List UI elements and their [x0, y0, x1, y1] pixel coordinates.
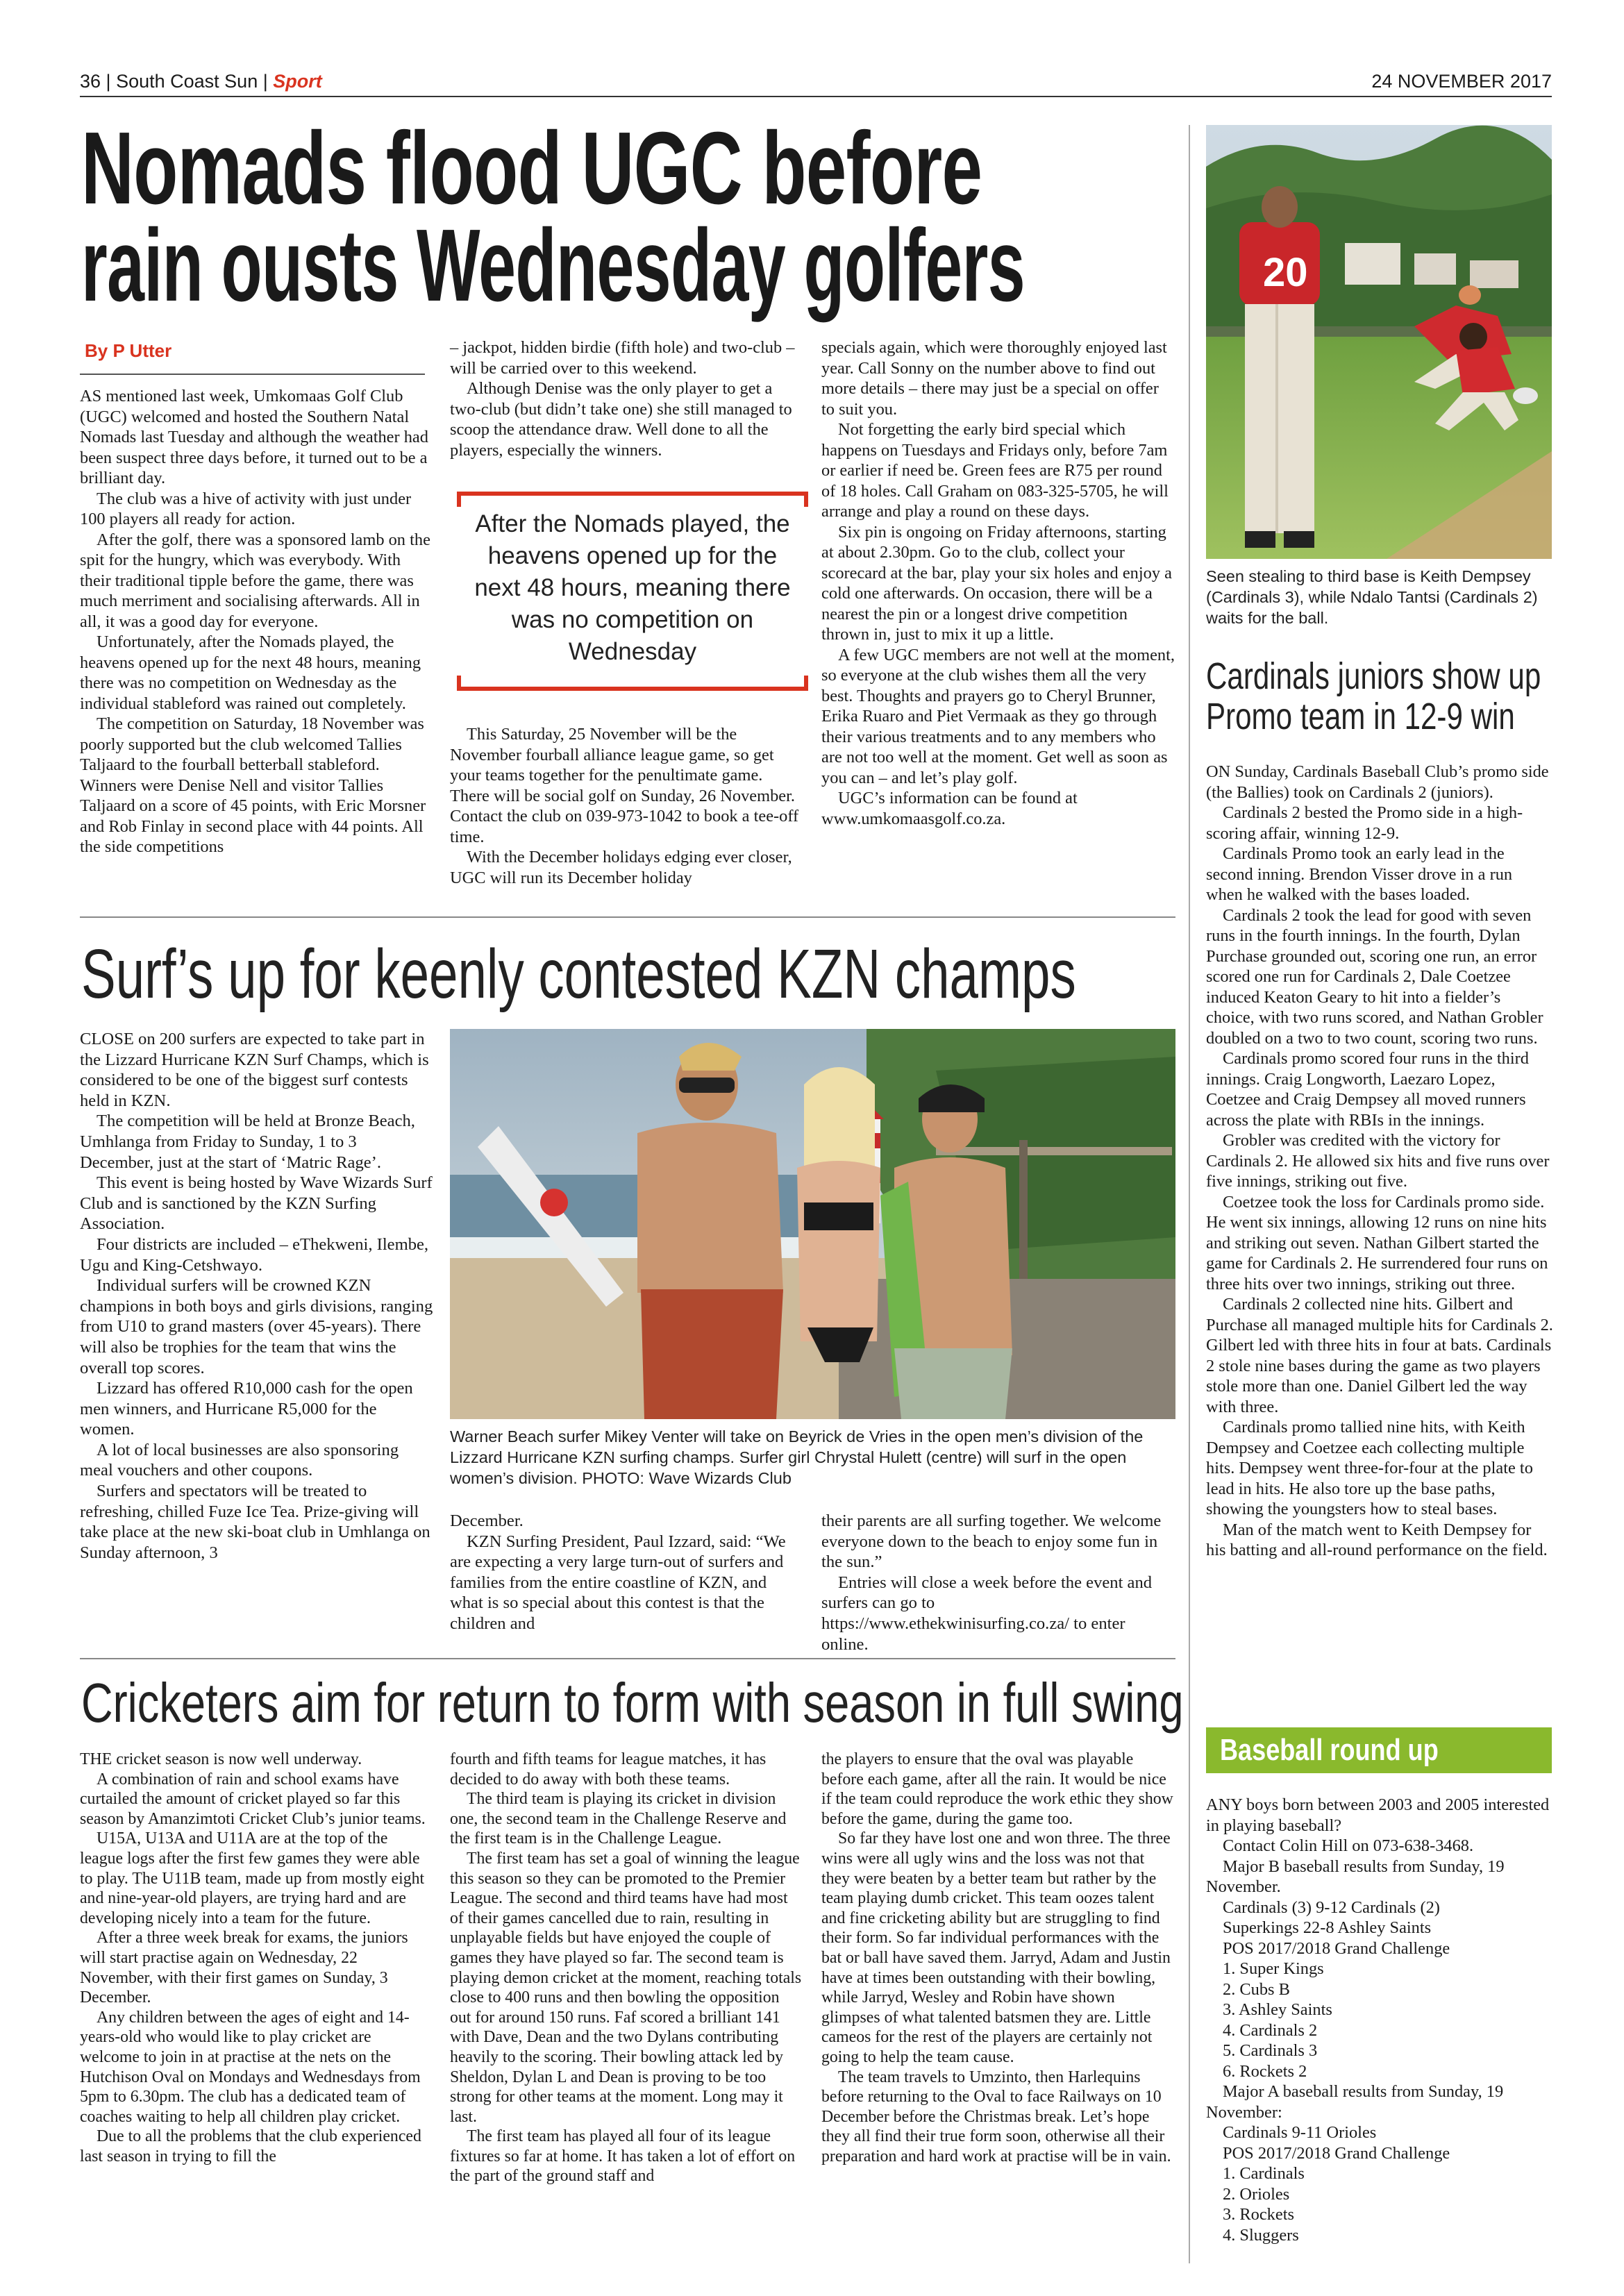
golf-column-2-top	[450, 337, 804, 460]
golf-column-3	[821, 337, 1175, 829]
golf-column-2-bottom	[450, 724, 804, 888]
baseball-roundup-title: Baseball round up	[1220, 1733, 1439, 1767]
surf-paragraph: December.	[450, 1511, 524, 1530]
cardinals-paragraph: Cardinals 2 bested the Promo side in a high-scoring affair, winning 12-9.	[1206, 803, 1523, 843]
pullquote-text: After the Nomads played, the heavens opened up for the next 48 hours, meaning there was no competition on Wednesday	[474, 510, 791, 665]
golf-paragraph: The competition on Saturday, 18 November was poorly supported but the club welcomed Tallies Taljaard to the fourball betterball stableford. Winners were Denise Nell and visitor Tallies Taljaard on a score of 45 points, with Eric Morsner and Rob Finlay in second place with 44 points. All the side competitions	[80, 714, 426, 856]
cardinals-paragraph: Cardinals 2 took the lead for good with seven runs in the fourth innings. In the fourth, Dylan Purchase grounded out, scoring one run, an error scored one run for Cardinals 2, Dale Coetzee induced Keaton Geary to hit into a fielder’s choice, with two runs scored, and Nathan Grobler doubled on a two to two count, scoring two runs.	[1206, 905, 1543, 1048]
byline-rule	[80, 374, 425, 375]
roundup-line: Superkings 22-8 Ashley Saints	[1223, 1918, 1432, 1937]
cricket-column-3	[821, 1750, 1175, 2166]
cricket-paragraph: Any children between the ages of eight and 14-years-old who would like to play cricket are welcome to join in at practise at the nets on the Hutchison Oval on Mondays and Wednesdays from 5pm to 6.30pm. The club has a dedicated team of coaches waiting to help all children play cricket.	[80, 2008, 421, 2126]
cricket-paragraph: The third team is playing its cricket in division one, the second team in the Challenge Reserve and the first team is in the Challenge League.	[450, 1790, 787, 1848]
jersey-number: 20	[1263, 250, 1308, 295]
cricket-paragraph: U15A, U13A and U11A are at the top of the league logs after the first few games they were able to play. The U11B team, made up from mostly eight and nine-year-old players, are trying hard and are developing nicely into a team for the future.	[80, 1829, 425, 1927]
roundup-line: 5. Cardinals 3	[1223, 2041, 1318, 2060]
golf-paragraph: Unfortunately, after the Nomads played, the heavens opened up for the next 48 hours, meaning there was no competition on Wednesday as the individual stableford was rained out completely.	[80, 632, 421, 713]
baseball-photo-image	[1206, 125, 1552, 559]
surf-paragraph: CLOSE on 200 surfers are expected to take part in the Lizzard Hurricane KZN Surf Champs, which is considered to be one of the biggest surf contests held in KZN.	[80, 1030, 429, 1110]
cricket-paragraph: A combination of rain and school exams have curtailed the amount of cricket played so far this season by Amanzimtoti Cricket Club’s junior teams.	[80, 1770, 426, 1828]
golf-column-1	[80, 386, 430, 857]
golf-paragraph: specials again, which were thoroughly enjoyed last year. Call Sonny on the number above to find out more details – there may just be a special on offer to suit you.	[821, 338, 1167, 419]
pullquote-bracket-top	[457, 492, 808, 507]
baseball-roundup-list	[1206, 1795, 1553, 2245]
roundup-line: Major A baseball results from Sunday, 19 November:	[1206, 2082, 1504, 2122]
cardinals-headline-line2: Promo team in 12-9 win	[1206, 696, 1515, 737]
surf-paragraph: KZN Surfing President, Paul Izzard, said: “We are expecting a very large turn-out of surfers and families from the entire coastline of KZN, and what is so special about this contest is that the children and	[450, 1532, 786, 1633]
pullquote-bracket-bottom	[457, 676, 808, 691]
roundup-line: 3. Rockets	[1223, 2205, 1294, 2224]
publication-name: South Coast Sun	[116, 71, 258, 92]
roundup-line: POS 2017/2018 Grand Challenge	[1223, 2143, 1450, 2163]
cricket-headline: Cricketers aim for return to form with season in full swing	[81, 1672, 1184, 1734]
page-folio	[80, 71, 1552, 99]
section-rule-cricket	[80, 1658, 1175, 1659]
cricket-paragraph: the players to ensure that the oval was playable before each game, after all the rain. It would be nice if the team could reproduce the work ethic they show before the game, during the game too.	[821, 1750, 1173, 1828]
golf-paragraph: Not forgetting the early bird special which happens on Tuesdays and Fridays only, before 7am or earlier if need be. Green fees are R75 per round of 18 holes. Call Graham on 083-325-5705, he will arrange and play a round on these days.	[821, 420, 1169, 521]
page-number: 36	[80, 71, 101, 92]
surf-paragraph: A lot of local businesses are also sponsoring meal vouchers and other coupons.	[80, 1440, 399, 1480]
roundup-line: 1. Super Kings	[1223, 1959, 1324, 1978]
cardinals-paragraph: ON Sunday, Cardinals Baseball Club’s promo side (the Ballies) took on Cardinals 2 (juniors).	[1206, 762, 1549, 802]
issue-date: 24 NOVEMBER 2017	[1371, 71, 1552, 92]
baseball-photo	[1206, 125, 1552, 559]
section-name[interactable]: Sport	[273, 71, 322, 92]
surf-paragraph: The competition will be held at Bronze Beach, Umhlanga from Friday to Sunday, 1 to 3 December, just at the start of ‘Matric Rage’.	[80, 1112, 415, 1172]
surf-photo-image	[450, 1029, 1175, 1419]
surf-paragraph: Entries will close a week before the event and surfers can go to https://www.ethekwinisurfing.co.za/ to enter online.	[821, 1573, 1153, 1654]
cardinals-paragraph: Cardinals promo scored four runs in the third innings. Craig Longworth, Laezaro Lopez, Coetzee and Craig Dempsey all moved runners across the plate with RBIs in the innings.	[1206, 1049, 1529, 1130]
surf-photo-caption: Warner Beach surfer Mikey Venter will take on Beyrick de Vries in the open men’s division of the Lizzard Hurricane KZN surfing champs. Surfer girl Chrystal Hulett (centre) will surf in the open women’s division. PHOTO: Wave Wizards Club	[450, 1427, 1144, 1487]
roundup-line: 3. Ashley Saints	[1223, 2000, 1332, 2019]
surf-photo	[450, 1029, 1175, 1419]
golf-paragraph: Although Denise was the only player to get a two-club (but didn’t take one) she still managed to scoop the attendance draw. Well done to all the players, especially the winners.	[450, 379, 792, 460]
cardinals-paragraph: Grobler was credited with the victory for Cardinals 2. He allowed six hits and five runs over five innings, striking out five.	[1206, 1131, 1550, 1191]
roundup-line: 2. Orioles	[1223, 2184, 1290, 2204]
roundup-line: ANY boys born between 2003 and 2005 interested in playing baseball?	[1206, 1795, 1550, 1835]
golf-paragraph: This Saturday, 25 November will be the November fourball alliance league game, so get your teams together for the penultimate game. There will be social golf on Sunday, 26 November. Contact the club on 039-973-1042 to book a tee-off time.	[450, 725, 799, 846]
surf-paragraph: their parents are all surfing together. We welcome everyone down to the beach to enjoy some fun in the sun.”	[821, 1511, 1162, 1572]
cardinals-paragraph: Man of the match went to Keith Dempsey for his batting and all-round performance on the field.	[1206, 1520, 1548, 1559]
cricket-paragraph: So far they have lost one and won three. The three wins were all ugly wins and the loss was not that they were beaten by a better team but rather by the team playing dumb cricket. This team oozes talent and fine cricketing ability but are struggling to find their form. So far individual performances with the bat or ball have saved them. Jarryd, Adam and Justin have at times been outstanding with their bowling, while Jarryd, Wesley and Robin have shown glimpses of what talented batsmen they are. Little cameos for the rest of the players are certainly not going to help the team cause.	[821, 1829, 1171, 2066]
roundup-line: 4. Cardinals 2	[1223, 2020, 1318, 2040]
golf-paragraph: With the December holidays edging ever closer, UGC will run its December holiday	[450, 848, 792, 887]
roundup-line: 1. Cardinals	[1223, 2164, 1305, 2183]
cardinals-headline-line1: Cardinals juniors show up	[1206, 655, 1541, 697]
surf-column-1	[80, 1029, 434, 1563]
cardinals-paragraph: Coetzee took the loss for Cardinals promo side. He went six innings, allowing 12 runs on nine hits and striking out seven. Nathan Gilbert started the game for Cardinals 2. He surrendered four runs on three hits over two innings, striking out three.	[1206, 1192, 1548, 1293]
roundup-line: Major B baseball results from Sunday, 19 November.	[1206, 1857, 1505, 1896]
surf-column-3	[821, 1511, 1175, 1654]
golf-paragraph: A few UGC members are not well at the moment, so everyone at the club wishes them all the very best. Thoughts and prayers go to Cheryl Brunner, Erika Ruaro and Piet Vermaak as they go through their various treatments and to any members who are not too well at the moment. Get well as soon as you can – and let’s play golf.	[821, 645, 1175, 787]
roundup-line: Cardinals 9-11 Orioles	[1223, 2123, 1377, 2142]
surf-headline: Surf’s up for keenly contested KZN champs	[81, 935, 1076, 1013]
golf-headline-line1: Nomads flood UGC before	[81, 111, 982, 226]
cricket-column-1	[80, 1750, 434, 2166]
golf-byline: By P Utter	[85, 340, 172, 361]
column-divider	[1189, 125, 1190, 2263]
cardinals-paragraph: Cardinals 2 collected nine hits. Gilbert and Purchase all managed multiple hits for Cardinals 2. Gilbert led with three hits in four at bats. Cardinals 2 stole nine bases during the game as two players stole more than one. Daniel Gilbert led the way with three.	[1206, 1295, 1553, 1416]
baseball-photo-caption: Seen stealing to third base is Keith Dempsey (Cardinals 3), while Ndalo Tantsi (Cardinals 2) waits for the ball.	[1206, 567, 1538, 627]
golf-paragraph: – jackpot, hidden birdie (fifth hole) and two-club – will be carried over to this weekend.	[450, 338, 795, 378]
golf-paragraph: UGC’s information can be found at www.umkomaasgolf.co.za.	[821, 789, 1078, 828]
baseball-roundup-banner	[1206, 1727, 1552, 1773]
surf-column-2	[450, 1511, 804, 1634]
roundup-line: Cardinals (3) 9-12 Cardinals (2)	[1223, 1897, 1440, 1917]
roundup-line: 2. Cubs B	[1223, 1979, 1290, 1999]
golf-paragraph: The club was a hive of activity with just under 100 players all ready for action.	[80, 489, 412, 528]
surf-paragraph: This event is being hosted by Wave Wizards Surf Club and is sanctioned by the KZN Surfing Association.	[80, 1173, 433, 1234]
cricket-paragraph: The team travels to Umzinto, then Harlequins before returning to the Oval to face Railways on 10 December before the Christmas break. Let’s hope they all find their true form soon, otherwise all their preparation and hard work at practise will be in vain.	[821, 2068, 1171, 2165]
header-rule	[80, 96, 1552, 97]
cricket-paragraph: The first team has played all four of its league fixtures so far at home. It has taken a lot of effort on the part of the ground staff and	[450, 2127, 796, 2186]
cricket-paragraph: fourth and fifth teams for league matches, it has decided to do away with both these teams.	[450, 1750, 767, 1788]
cricket-paragraph: After a three week break for exams, the juniors will start practise again on Wednesday, 22 November, with their first games on Sunday, 3 December.	[80, 1929, 408, 2007]
golf-paragraph: AS mentioned last week, Umkomaas Golf Club (UGC) welcomed and hosted the Southern Natal Nomads last Tuesday and although the weather had been suspect three days before, it turned out to be a brilliant day.	[80, 387, 428, 487]
cardinals-paragraph: Cardinals promo tallied nine hits, with Keith Dempsey and Coetzee each collecting multiple hits. Dempsey went three-for-four at the plate to lead in hits. He also tore up the base paths, showing the youngsters how to steal bases.	[1206, 1418, 1533, 1518]
cardinals-paragraph: Cardinals Promo took an early lead in the second inning. Brendon Visser drove in a run when he walked with the bases loaded.	[1206, 844, 1513, 904]
cricket-paragraph: The first team has set a goal of winning the league this season so they can be promoted to the Premier League. The second and third teams have had most of their games cancelled due to rain, resulting in unplayable fields but have enjoyed the couple of games they have played so far. The second team is playing demon cricket at the moment, reaching totals close to 400 runs and then bowling the opposition out for around 150 runs. Faf scored a brilliant 141 with Dave, Dean and the two Dylans contributing heavily to the scoring. Their bowling attack led by Sheldon, Dylan L and Dean is proving to be too strong for other teams at the moment. Long may it last.	[450, 1849, 802, 2126]
golf-paragraph: Six pin is ongoing on Friday afternoons, starting at about 2.30pm. Go to the club, collect your scorecard at the bar, play your six holes and enjoy a cold one afterwards. On occasion, there will be a nearest the pin or a longest drive competition thrown in, just to mix it up a little.	[821, 522, 1172, 644]
golf-paragraph: After the golf, there was a sponsored lamb on the spit for the hungry, which was everybody. With their traditional tipple before the game, there was much merriment and socialising afterwards. All in all, it was a good day for everyone.	[80, 530, 430, 631]
cricket-column-2	[450, 1750, 804, 2186]
surf-paragraph: Individual surfers will be crowned KZN champions in both boys and girls divisions, ranging from U10 to grand masters (over 45-years). There will also be trophies for the team that wins the overall top scores.	[80, 1276, 433, 1377]
roundup-line: POS 2017/2018 Grand Challenge	[1223, 1938, 1450, 1958]
golf-pullquote	[457, 492, 808, 691]
roundup-line: 4. Sluggers	[1223, 2225, 1299, 2245]
roundup-line: 6. Rockets 2	[1223, 2061, 1307, 2081]
surf-paragraph: Four districts are included – eThekweni, Ilembe, Ugu and King-Cetshwayo.	[80, 1234, 429, 1275]
cardinals-column	[1206, 762, 1553, 1561]
surf-paragraph: Surfers and spectators will be treated to refreshing, chilled Fuze Ice Tea. Prize-giving will take place at the new ski-boat club in Umhlanga on Sunday afternoon, 3	[80, 1482, 430, 1562]
cricket-paragraph: THE cricket season is now well underway.	[80, 1750, 362, 1768]
golf-headline-line2: rain ousts Wednesday golfers	[81, 208, 1025, 323]
folio-left: 36 | South Coast Sun | Sport	[80, 71, 322, 92]
cricket-paragraph: Due to all the problems that the club experienced last season in trying to fill the	[80, 2127, 421, 2165]
section-rule-surf	[80, 916, 1175, 918]
roundup-line: Contact Colin Hill on 073-638-3468.	[1223, 1836, 1474, 1855]
surf-paragraph: Lizzard has offered R10,000 cash for the open men winners, and Hurricane R5,000 for the women.	[80, 1379, 413, 1439]
